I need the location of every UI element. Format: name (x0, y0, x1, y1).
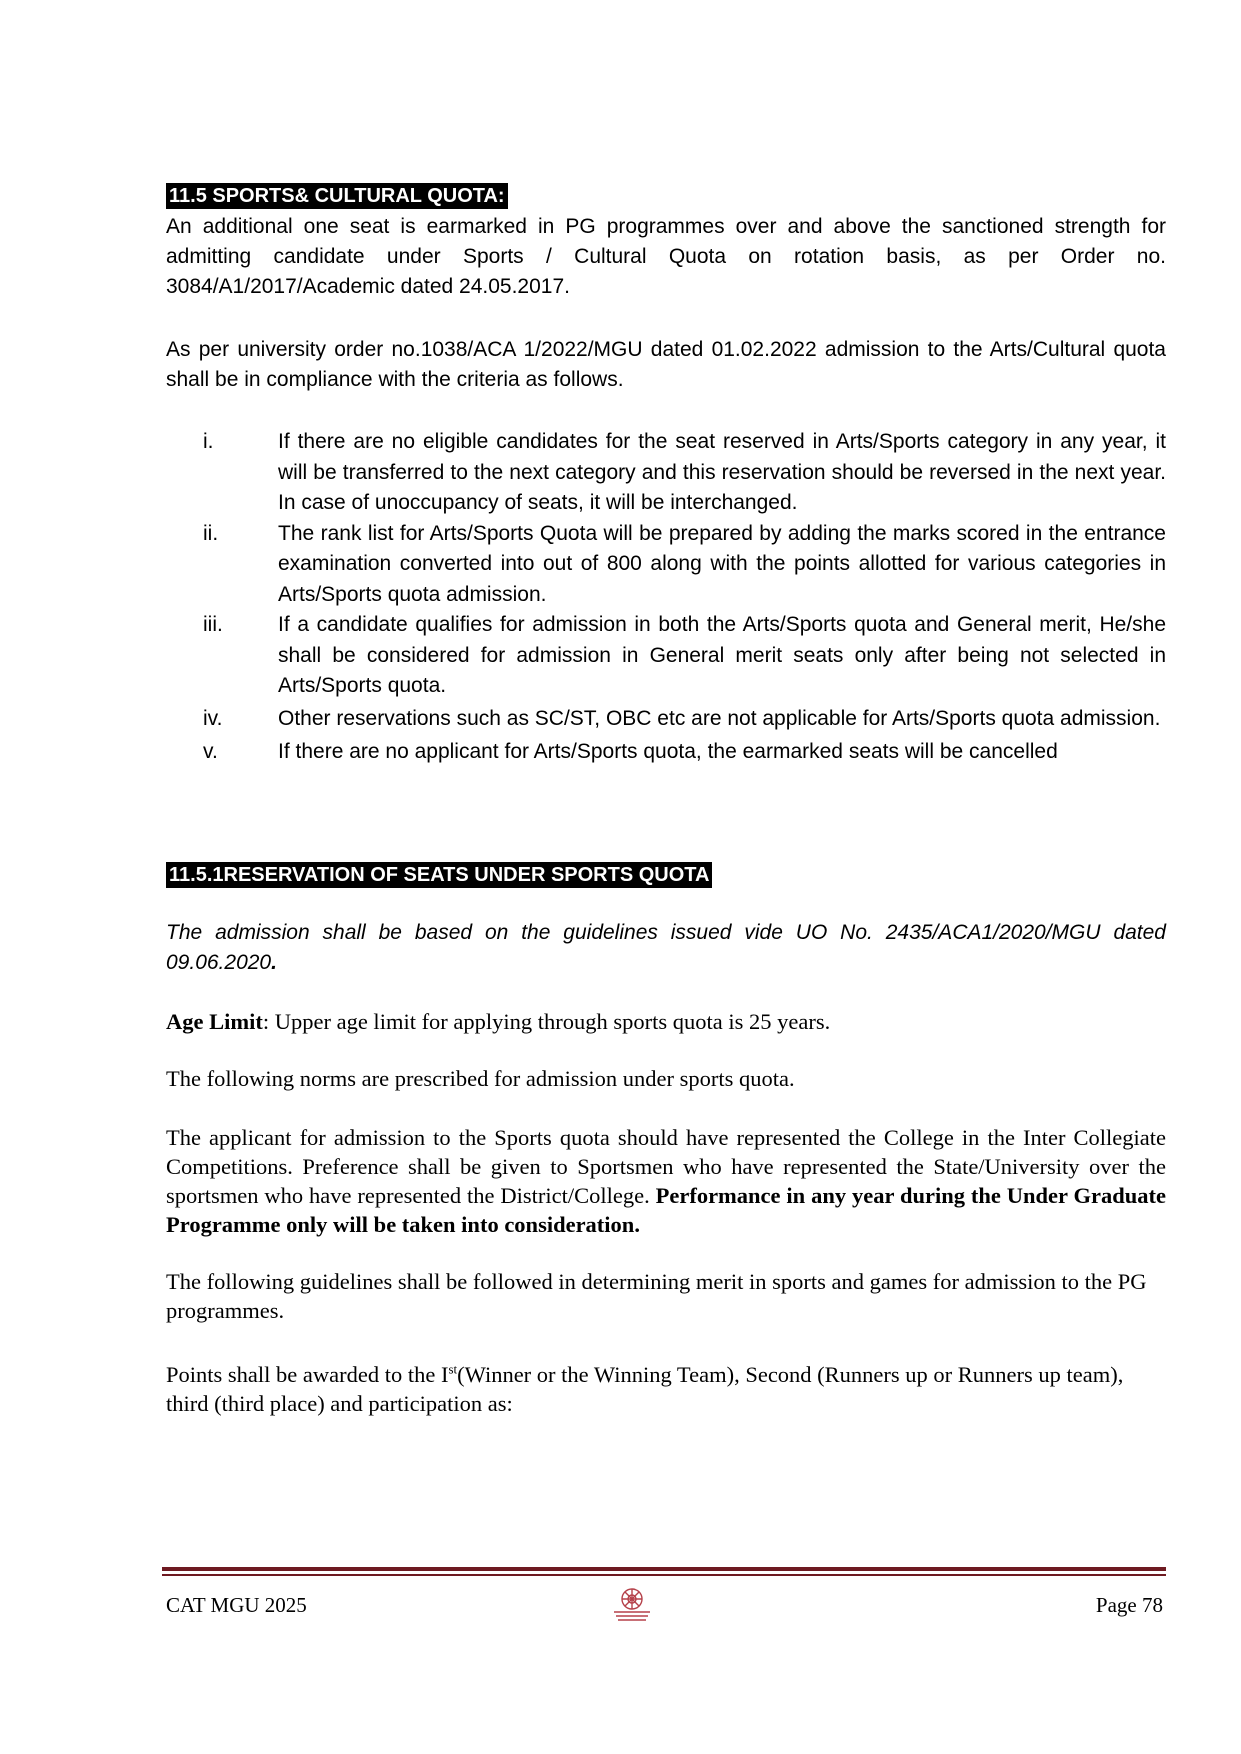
list-item-text: The rank list for Arts/Sports Quota will be prepared by adding the marks scored in the entrance examination converted into out of 800 along with the points allotted for various categories in Arts/Sports quota admission. (278, 521, 1166, 606)
paragraph-norms-intro: The following norms are prescribed for admission under sports quota. (166, 1066, 795, 1091)
applicant-bold-text: Performance in any year during the Under Graduate Programme only will be taken into consideration. (166, 1183, 1166, 1237)
guideline-period: . (271, 951, 277, 974)
list-item (166, 735, 1166, 768)
footer-page-number: Page 78 (1095, 1593, 1163, 1617)
list-item (166, 427, 1166, 519)
list-item-text: If a candidate qualifies for admission in both the Arts/Sports quota and General merit, He/she shall be considered for admission in General merit seats only after being not selected in Arts/Sports quota. (278, 613, 1166, 697)
section-heading-sports-cultural-quota: 11.5 SPORTS& CULTURAL QUOTA: (166, 183, 508, 209)
list-item-text: Other reservations such as SC/ST, OBC etc are not applicable for Arts/Sports quota admission. (278, 706, 1161, 730)
list-item-text: If there are no applicant for Arts/Sports quota, the earmarked seats will be cancelled (278, 739, 1058, 763)
list-item-number: iii. (203, 613, 223, 636)
list-item (166, 519, 1166, 611)
applicant-text: The applicant for admission to the Sports quota should have represented the College in the Inter Collegiate Competitions. Preference shall be given to Sportsmen who have represented the State/University over the sportsmen who have represented the District/College. (166, 1125, 1166, 1208)
footer-rule-thick (162, 1567, 1166, 1571)
list-item-number: i. (203, 430, 214, 453)
list-item (166, 702, 1166, 735)
criteria-list (166, 427, 1166, 768)
paragraph-points-awarded (166, 1360, 1166, 1418)
university-emblem-icon (610, 1585, 654, 1623)
points-superscript: st (448, 1361, 458, 1377)
age-limit-text: : Upper age limit for applying through sports quota is 25 years. (262, 1009, 831, 1034)
list-item (166, 610, 1166, 702)
list-item-number: iv. (203, 706, 223, 730)
paragraph-university-order: As per university order no.1038/ACA 1/2022/MGU dated 01.02.2022 admission to the Arts/Cultural quota shall be in compliance with the criteria as follows. (166, 338, 1166, 391)
points-text-start: Points shall be awarded to the I (166, 1362, 449, 1387)
list-item-text: If there are no eligible candidates for the seat reserved in Arts/Sports category in any year, it will be transferred to the next category and this reservation should be reversed in the next year. In case of unoccupancy of seats, it will be interchanged. (278, 430, 1166, 514)
guideline-text: The admission shall be based on the guidelines issued vide UO No. 2435/ACA1/2020/MGU dated 09.06.2020 (166, 921, 1166, 974)
paragraph-guideline-reference (166, 918, 1166, 978)
footer-rule-thin (162, 1574, 1166, 1576)
paragraph-applicant-requirements (166, 1123, 1166, 1239)
age-limit-label: Age Limit (166, 1009, 263, 1034)
paragraph-merit-guidelines: The following guidelines shall be followed in determining merit in sports and games for admission to the PG programmes. (166, 1269, 1147, 1323)
points-text-end: (Winner or the Winning Team), Second (Runners up or Runners up team), third (third place) and participation as: (166, 1362, 1124, 1416)
paragraph-additional-seat: An additional one seat is earmarked in PG programmes over and above the sanctioned strength for admitting candidate under Sports / Cultural Quota on rotation basis, as per Order no. 3084/A1/2017/Academic dated 24.05.2017. (166, 215, 1166, 298)
list-item-number: ii. (203, 521, 219, 545)
section-heading-sports-quota-reservation: 11.5.1RESERVATION OF SEATS UNDER SPORTS QUOTA (166, 862, 712, 888)
footer-document-title: CAT MGU 2025 (166, 1593, 307, 1617)
list-item-number: v. (203, 739, 218, 763)
paragraph-age-limit (166, 1007, 1166, 1036)
